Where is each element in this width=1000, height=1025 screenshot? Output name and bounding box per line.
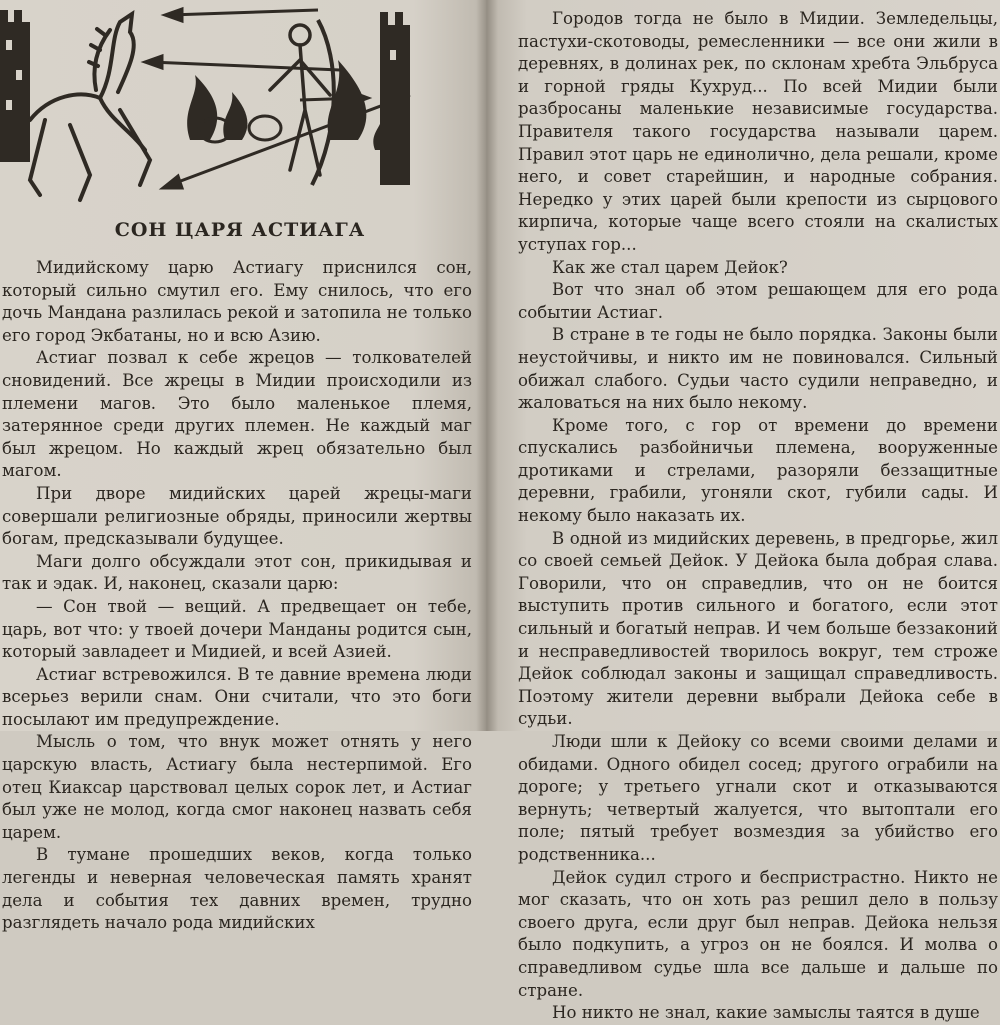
paragraph: Астиаг встревожился. В те давние времена люди всерьез верили снам. Они считали, что это боги посылают им предупреждение.: [2, 664, 472, 729]
paragraph: В одной из мидийских деревень, в предгорье, жил со своей семьей Дейок. У Дейока была добрая слава. Говорили, что он справедлив, что он не боится выступить против сильного и богатого, если этот сильный и богатый неправ. И чем больше беззаконий и несправедливостей творилось вокруг, тем строже Дейок соблюдал законы и защищал справедливость. Поэтому жители деревни выбрали Дейока себе в судьи.: [518, 528, 998, 729]
paragraph: Маги долго обсуждали этот сон, прикидывая и так и эдак. И, наконец, сказали царю:: [2, 551, 472, 594]
arrows-drawing: [145, 9, 410, 188]
horse-drawing: [30, 14, 150, 200]
hunting-scene-illustration: [0, 0, 430, 210]
paragraph: При дворе мидийских царей жрецы-маги совершали религиозные обряды, приносили жертвы богам, предсказывали будущее.: [2, 483, 472, 549]
paragraph: Как же стал царем Дейок?: [552, 257, 788, 277]
paragraph: Мидийскому царю Астиагу приснился сон, который сильно смутил его. Ему снилось, что его дочь Мандана разлилась рекой и затопила не только его город Экбатаны, но и всю Азию.: [2, 258, 472, 345]
paragraph: Мысль о том, что внук может отнять у него царскую власть, Астиагу была нестерпимой. Его отец Киаксар царствовал целых сорок лет, и Астиаг был уже не молод, когда смог наконец назвать себя царем.: [2, 732, 472, 842]
left-page: [0, 0, 486, 933]
paragraph: Кроме того, с гор от времени до времени спускались разбойничьи племена, вооруженные дротиками и стрелами, разоряли беззащитные деревни, грабили, угоняли скот, губили сады. И некому было наказать их.: [518, 415, 998, 526]
paragraph: Вот что знал об этом решающем для его рода событии Астиаг.: [518, 280, 998, 322]
fire-drawing: [187, 60, 396, 150]
tower-right-drawing: [380, 12, 410, 185]
paragraph: В стране в те годы не было порядка. Законы были неустойчивы, и никто им не повиновался. Сильный обижал слабого. Судьи часто судили неправедно, и жаловаться на них было некому.: [518, 325, 998, 413]
paragraph: — Сон твой — вещий. А предвещает он тебе, царь, вот что: у твоей дочери Манданы родится сын, который завладеет и Мидией, и всей Азией.: [2, 596, 472, 662]
right-text-column: [518, 8, 998, 1025]
paragraph: Люди шли к Дейоку со всеми своими делами и обидами. Одного обидел сосед; другого ограбили на дороге; у третьего угнали скот и отказываются вернуть; четвертый жалуется, что вытоптали его поле; пятый требует возмездия за убийство его родственника...: [518, 732, 998, 864]
right-page: [486, 0, 1000, 1023]
paragraph: Городов тогда не было в Мидии. Земледельцы, пастухи-скотоводы, ремесленники — все они жили в деревнях, в долинах рек, по склонам хребта Эльбруса и горной гряды Кухруд... По всей Мидии были разбросаны маленькие независимые государства. Правителя такого государства называли царем. Правил этот царь не единолично, дела решали, кроме него, и совет старейшин, и народные собрания. Нередко у этих царей были крепости из сырцового кирпича, которые чаще всего стояли на скалистых уступах гор...: [518, 9, 998, 254]
book-gutter: [476, 0, 498, 731]
tower-drawing: [0, 10, 30, 162]
left-text-column: [2, 257, 472, 935]
paragraph: В тумане прошедших веков, когда только легенды и неверная человеческая память хранят дела и события тех давних времен, трудно разглядеть начало рода мидийских: [2, 845, 472, 933]
paragraph: Но никто не знал, какие замыслы таятся в душе: [552, 1003, 980, 1023]
paragraph: Дейок судил строго и беспристрастно. Никто не мог сказать, что он хоть раз решил дело в пользу своего друга, если друг был неправ. Дейока нельзя было подкупить, а угроз он не боялся. И молва о справедливом судье шла все дальше и дальше по стране.: [518, 867, 998, 1000]
chapter-title: СОН ЦАРЯ АСТИАГА: [114, 219, 366, 241]
paragraph: Астиаг позвал к себе жрецов — толкователей сновидений. Все жрецы в Мидии происходили из племени магов. Это было маленькое племя, затерянное среди других племен. Не каждый маг был жрецом. Но каждый жрец обязательно был магом.: [2, 348, 472, 481]
